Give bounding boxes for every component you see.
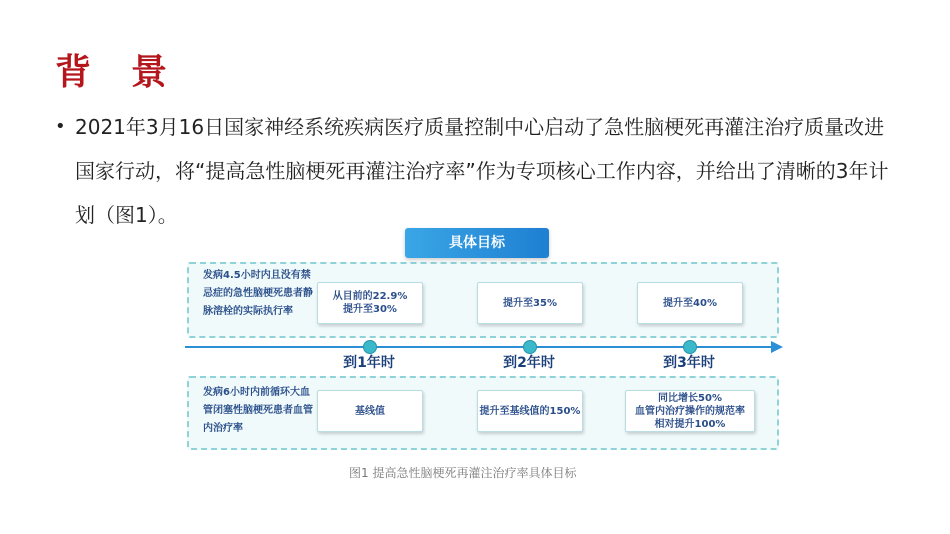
bottom-goal-year3: 同比增长50% 血管内治疗操作的规范率 相对提升100%	[625, 390, 755, 432]
top-goal-year3: 提升至40%	[637, 282, 743, 324]
top-goal-year2: 提升至35%	[477, 282, 583, 324]
year-label-2: 到2年时	[503, 355, 555, 371]
bullet-paragraph	[55, 105, 895, 237]
figure-caption: 图1 提高急性脑梗死再灌注治疗率具体目标	[349, 466, 577, 480]
top-panel-label: 发病4.5小时内且没有禁忌症的急性脑梗死患者静脉溶栓的实际执行率	[203, 270, 313, 317]
bottom-panel-label: 发病6小时内前循环大血管闭塞性脑梗死患者血管内治疗率	[203, 387, 313, 434]
figure-header-badge: 具体目标	[405, 228, 549, 258]
bottom-panel	[187, 376, 779, 450]
bottom-goal-year1: 基线值	[317, 390, 423, 432]
top-goal-year1: 从目前的22.9% 提升至30%	[317, 282, 423, 324]
year-label-3: 到3年时	[663, 355, 715, 371]
timeline-arrow-icon	[771, 341, 783, 353]
slide-title-char-2: 景	[131, 52, 170, 93]
bullet-text: 2021年3月16日国家神经系统疾病医疗质量控制中心启动了急性脑梗死再灌注治疗质量改进国家行动，将“提高急性脑梗死再灌注治疗率”作为专项核心工作内容，并给出了清晰的3年计划（图1）。	[75, 115, 889, 227]
target-figure	[183, 226, 783, 480]
slide-title-char-1: 背	[55, 52, 94, 93]
bullet-dot-icon: •	[55, 116, 66, 137]
slide-title	[55, 44, 169, 95]
top-panel	[187, 262, 779, 338]
year-label-1: 到1年时	[343, 355, 395, 371]
bottom-goal-year2: 提升至基线值的150%	[477, 390, 583, 432]
